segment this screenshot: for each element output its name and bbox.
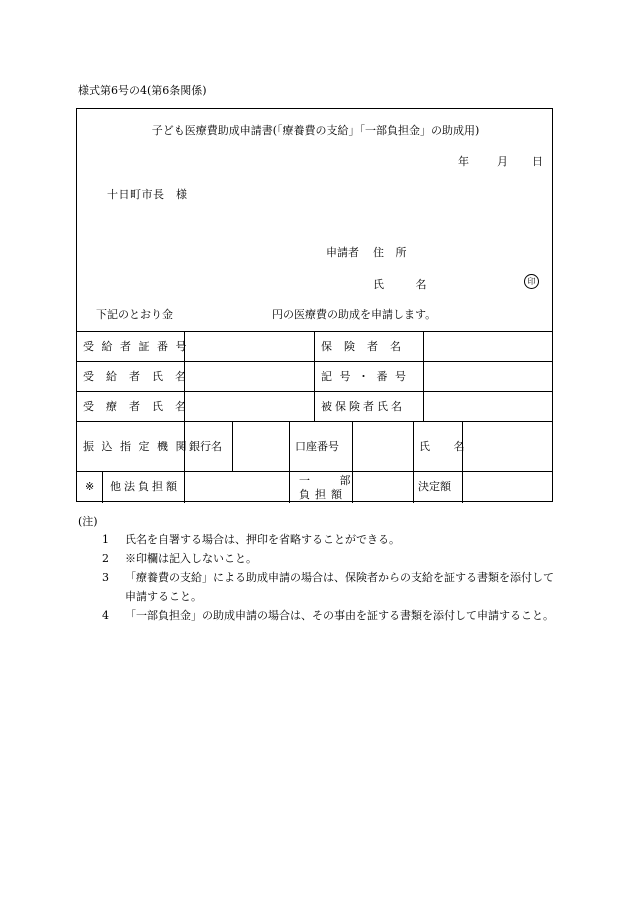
request-text-before: 下記のとおり金	[96, 308, 173, 321]
partial-amount-label-line2: 負担額	[299, 488, 347, 501]
applicant-label: 申請者	[326, 246, 359, 259]
table-rule	[462, 421, 463, 503]
note-text: ※印欄は記入しないこと。	[125, 552, 257, 565]
table-rule	[352, 421, 353, 503]
note-number: 2	[102, 552, 109, 565]
partial-amount-label-line1: 一 部	[299, 474, 364, 487]
table-rule	[184, 421, 185, 503]
bank-name-label: 銀行名	[189, 440, 222, 453]
note-number: 1	[102, 533, 109, 546]
account-name-label: 氏 名	[419, 440, 475, 453]
table-rule	[413, 421, 414, 503]
patient-name-label: 受療者氏名	[83, 400, 198, 413]
recipient-name-label: 受給者氏名	[83, 370, 198, 383]
note-number: 4	[102, 609, 109, 622]
table-rule	[102, 471, 103, 503]
table-rule	[423, 331, 424, 421]
seal-mark: 印	[524, 274, 539, 289]
note-text: 「療養費の支給」による助成申請の場合は、保険者からの支給を証する書類を添付して申請すること。	[125, 571, 554, 603]
insured-name-label: 被保険者氏名	[321, 400, 405, 413]
recipient-cert-no-label: 受給者証番号	[83, 340, 194, 353]
note-number: 3	[102, 571, 109, 584]
note-text: 氏名を自署する場合は、押印を省略することができる。	[125, 533, 400, 546]
insurer-label: 保険者名	[321, 340, 413, 353]
name-label: 氏 名	[373, 278, 441, 291]
date-day-label: 日	[532, 155, 543, 168]
table-rule	[289, 421, 290, 503]
table-rule	[77, 421, 552, 422]
other-law-amount-label: 他法負担額	[110, 480, 180, 493]
decided-amount-label: 決定額	[418, 480, 451, 493]
account-no-label: 口座番号	[295, 440, 339, 453]
application-form	[76, 108, 553, 502]
table-rule	[314, 331, 315, 421]
office-use-mark: ※	[85, 480, 95, 493]
address-label: 住 所	[373, 246, 411, 259]
symbol-number-label: 記号・番号	[321, 370, 414, 383]
table-rule	[232, 421, 233, 471]
addressee: 十日町市長 様	[107, 188, 188, 201]
note-text: 「一部負担金」の助成申請の場合は、その事由を証する書類を添付して申請すること。	[125, 609, 554, 622]
date-month-label: 月	[497, 155, 508, 168]
notes-label: (注)	[78, 515, 98, 528]
form-title: 子ども医療費助成申請書(「療養費の支給」「一部負担金」の助成用)	[151, 124, 480, 137]
form-number: 様式第6号の4(第6条関係)	[78, 84, 207, 97]
date-year-label: 年	[458, 155, 469, 168]
table-rule	[77, 471, 552, 472]
request-text-after: 円の医療費の助成を申請します。	[272, 308, 437, 321]
transfer-bank-label: 振込指定機関	[83, 440, 194, 453]
